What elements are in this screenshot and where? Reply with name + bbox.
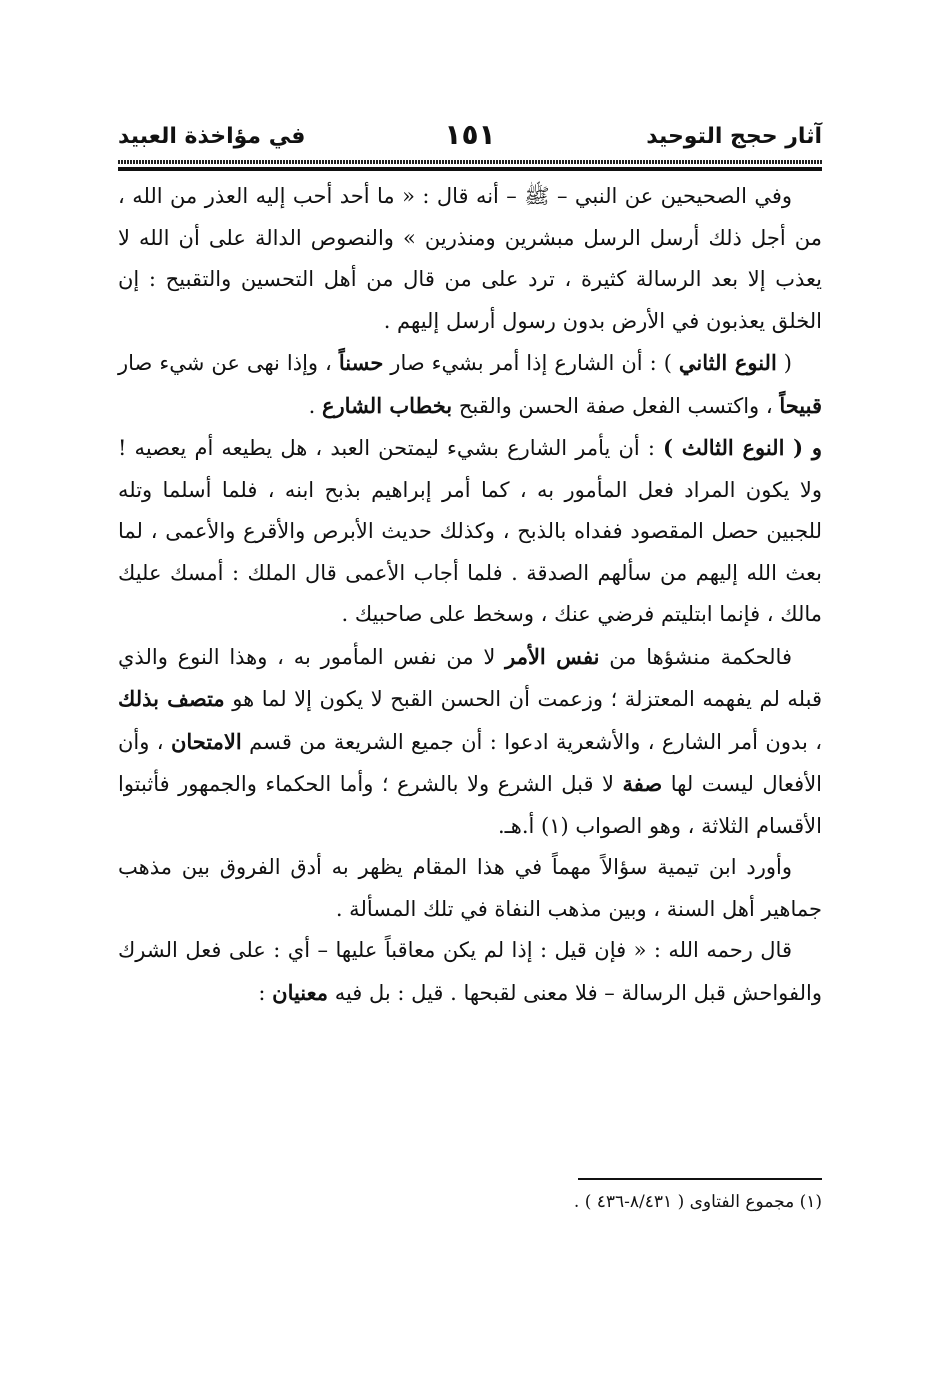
text-run: لا قبل الشرع ولا بالشرع ؛ وأما الحكماء والجمهور فأثبتوا الأقسام الثلاثة ، وهو الصواب (١) أ.هـ. xyxy=(118,772,822,838)
paragraph xyxy=(118,342,822,427)
bold-term: قبيحاً xyxy=(779,392,822,418)
text-run: : xyxy=(258,980,273,1005)
chapter-title: في مؤاخذة العبيد xyxy=(118,124,306,149)
text-run: ، واكتسب الفعل صفة الحسن والقبح xyxy=(452,393,780,418)
bold-term: بخطاب الشارع xyxy=(322,392,453,418)
footnote: (١) مجموع الفتاوى ( ٨/٤٣١-٤٣٦ ) . xyxy=(573,1192,822,1212)
text-run: ) : أن الشارع إذا أمر بشيء صار xyxy=(383,351,679,375)
paragraph: وفي الصحيحين عن النبي – ﷺ – أنه قال : « ما أحد أحب إليه العذر من الله ، من أجل ذلك أرسل الرسل مبشرين ومنذرين » والنصوص الدالة على أن الله لا يعذب إلا بعد الرسالة كثيرة ، ترد على من قال من أهل التحسين والتقبيح : إن الخلق يعذبون في الأرض بدون رسول أرسل إليهم . xyxy=(118,184,822,333)
bold-term: متصف بذلك xyxy=(118,686,225,711)
text-run: : أن يأمر الشارع بشيء ليمتحن العبد ، هل يطيعه أم يعصيه ! ولا يكون المراد فعل المأمور به ، كما أمر إبراهيم بذبح ابنه ، فلما أسلما وتله للجبين حصل المقصود ففداه بالذبح ، وكذلك حديث الأبرص والأقرع والأعمى ، لما بعث الله إليهم من سألهم الصدقة . فلما أجاب الأعمى قال الملك : أمسك عليك مالك ، فإنما ابتليتم فرضي عنك ، وسخط على صاحبيك . xyxy=(118,436,822,626)
text-run: ، وأن الأفعال ليست لها xyxy=(118,729,823,796)
text-run: ، وإذا نهى عن شيء صار xyxy=(118,351,339,375)
bold-term: نفس الأمر xyxy=(505,643,600,669)
main-text xyxy=(118,176,822,1014)
paragraph xyxy=(118,427,822,636)
paragraph xyxy=(118,636,822,848)
text-run: لا من نفس المأمور به ، وهذا النوع والذي قبله لم يفهمه المعتزلة ؛ وزعمت أن الحسن القبح لا يكون إلا لما هو xyxy=(118,644,823,711)
header-thick-rule xyxy=(118,167,822,171)
text-run: ، بدون أمر الشارع ، والأشعرية ادعوا : أن جميع الشريعة من قسم xyxy=(241,729,822,754)
paragraph xyxy=(118,930,822,1014)
text-run: ( xyxy=(776,351,792,375)
bold-term: معنيان xyxy=(272,979,329,1005)
paragraph: وأورد ابن تيمية سؤالاً مهماً في هذا المقام يظهر به أدق الفروق بين مذهب جماهير أهل السنة ، وبين مذهب النفاة في تلك المسألة . xyxy=(118,855,822,921)
book-title: آثار حجج التوحيد xyxy=(646,124,822,149)
text-run: فالحكمة منشؤها من xyxy=(599,644,792,669)
bold-term: حسناً xyxy=(338,350,384,375)
bold-term: النوع الثاني xyxy=(678,350,777,375)
running-header xyxy=(118,118,822,162)
text-run: . xyxy=(308,393,322,418)
header-dotted-rule xyxy=(118,160,822,164)
footnote-rule xyxy=(578,1178,822,1180)
bold-term: الامتحان xyxy=(170,728,242,754)
bold-term: و ( النوع الثالث ) xyxy=(663,435,822,460)
text-run: قال رحمه الله : « فإن قيل : إذا لم يكن معاقباً عليها – أي : على فعل الشرك والفواحش قبل الرسالة – فلا معنى لقبحها . قيل : بل فيه xyxy=(118,938,822,1005)
bold-term: صفة xyxy=(622,771,663,796)
page-number: ١٥١ xyxy=(444,118,496,151)
